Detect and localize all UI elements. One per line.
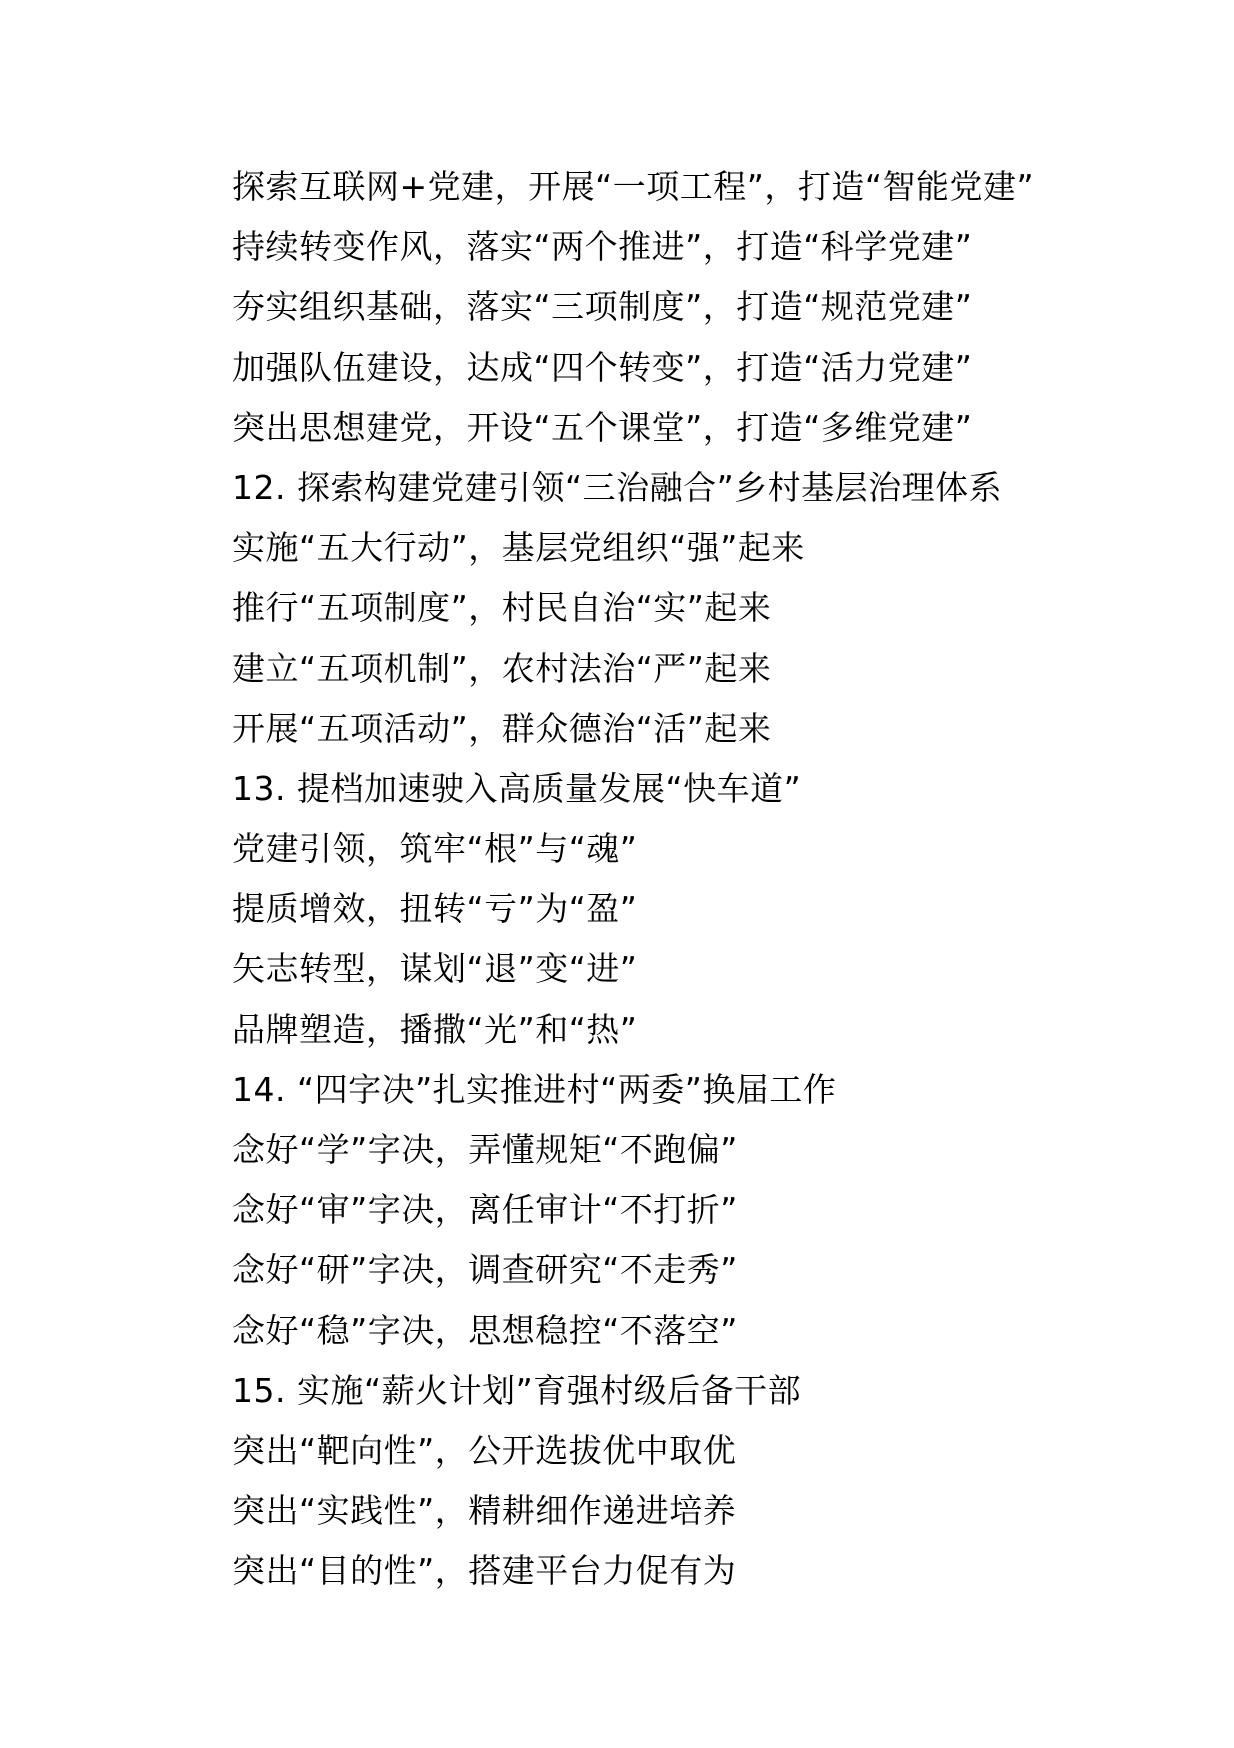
text-line: 提质增效，扭转“亏”为“盈” — [232, 889, 638, 929]
text-line: 建立“五项机制”，农村法治“严”起来 — [232, 648, 772, 688]
text-line: 党建引领，筑牢“根”与“魂” — [232, 829, 638, 869]
section-heading-14: 14. “四字决”扎实推进村“两委”换届工作 — [232, 1069, 837, 1109]
text-line: 念好“审”字决，离任审计“不打折” — [232, 1190, 738, 1230]
text-line: 持续转变作风，落实“两个推进”，打造“科学党建” — [232, 227, 973, 267]
section-heading-13: 13. 提档加速驶入高质量发展“快车道” — [232, 768, 802, 808]
text-line: 矢志转型，谋划“退”变“进” — [232, 949, 638, 989]
text-line: 突出“靶向性”，公开选拔优中取优 — [232, 1430, 737, 1470]
text-line: 夯实组织基础，落实“三项制度”，打造“规范党建” — [232, 287, 973, 327]
text-line: 探索互联网+党建，开展“一项工程”，打造“智能党建” — [232, 167, 1035, 206]
document-body — [232, 157, 1192, 1602]
text-line: 突出“实践性”，精耕细作递进培养 — [232, 1491, 737, 1531]
section-heading-15: 15. 实施“薪火计划”育强村级后备干部 — [232, 1370, 802, 1410]
text-line: 念好“研”字决，调查研究“不走秀” — [232, 1250, 738, 1290]
text-line: 突出思想建党，开设“五个课堂”，打造“多维党建” — [232, 407, 973, 447]
text-line: 突出“目的性”，搭建平台力促有为 — [232, 1551, 737, 1591]
text-line: 推行“五项制度”，村民自治“实”起来 — [232, 588, 772, 628]
text-line: 念好“学”字决，弄懂规矩“不跑偏” — [232, 1130, 738, 1169]
text-line: 开展“五项活动”，群众德治“活”起来 — [232, 708, 772, 748]
text-line: 念好“稳”字决，思想稳控“不落空” — [232, 1310, 738, 1350]
text-line: 品牌塑造，播撒“光”和“热” — [232, 1009, 638, 1049]
text-line: 加强队伍建设，达成“四个转变”，打造“活力党建” — [232, 347, 973, 387]
section-heading-12: 12. 探索构建党建引领“三治融合”乡村基层治理体系 — [232, 467, 1003, 507]
text-line: 实施“五大行动”，基层党组织“强”起来 — [232, 528, 805, 568]
